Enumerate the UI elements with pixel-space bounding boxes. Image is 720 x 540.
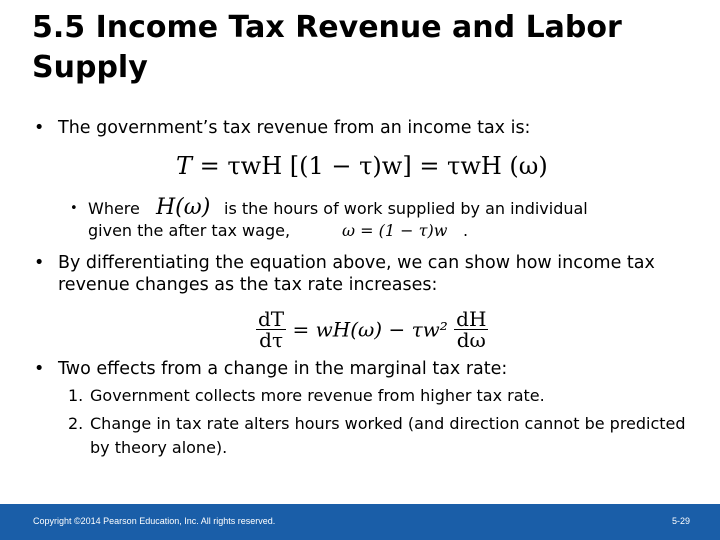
bullet-text: Two effects from a change in the marginal tax rate: (58, 359, 508, 379)
list-item (68, 412, 690, 460)
math-hours-function: H(ω) (156, 195, 211, 220)
list-item-text: Change in tax rate alters hours worked (and direction cannot be predicted by theory alone). (90, 414, 686, 457)
list-item (68, 384, 690, 408)
bullet-text: The government’s tax revenue from an income tax is: (58, 118, 531, 138)
page-number: 5-29 (671, 516, 690, 526)
equation-rhs: = τwH [(1 − τ)w] = τwH (ω) (199, 152, 548, 180)
math-after-tax-wage: ω = (1 − τ)w (342, 221, 448, 240)
bullet-text: By differentiating the equation above, we can show how income tax revenue changes as the tax rate increases: (58, 253, 655, 295)
equation-middle: = wH(ω) − τw² (292, 317, 448, 342)
bullet-differentiating (34, 252, 658, 296)
bullet-dot: • (34, 359, 45, 379)
fraction-dT-dtau (256, 309, 286, 350)
footer-copyright: Copyright ©2014 Pearson Education, Inc. All rights reserved. (33, 516, 276, 526)
list-item-number: 1. (68, 386, 84, 405)
fraction-numerator: dH (456, 307, 487, 331)
sub-bullet-where (70, 195, 688, 244)
sub-bullet-dot: • (70, 201, 78, 216)
list-item-text: Government collects more revenue from higher tax rate. (90, 386, 545, 405)
equation-derivative (256, 304, 488, 354)
sub-text-after-tax: given the after tax wage, (88, 221, 291, 240)
fraction-numerator: dT (258, 307, 285, 331)
bullet-tax-revenue (34, 117, 698, 139)
equation-tax-revenue (176, 151, 548, 181)
sub-text-hours: is the hours of work supplied by an individual (224, 199, 588, 218)
slide-title: 5.5 Income Tax Revenue and Labor Supply (32, 10, 622, 85)
equation-lhs: T (176, 152, 193, 180)
fraction-denominator: dτ (259, 328, 284, 352)
fraction-dH-domega (454, 309, 488, 350)
sub-text-period: . (463, 221, 469, 240)
bullet-dot: • (34, 253, 45, 273)
footer-bar (0, 504, 720, 540)
bullet-two-effects (34, 358, 698, 380)
list-item-number: 2. (68, 414, 84, 433)
sub-text-where: Where (88, 199, 140, 218)
bullet-dot: • (34, 118, 45, 138)
fraction-denominator: dω (456, 328, 486, 352)
